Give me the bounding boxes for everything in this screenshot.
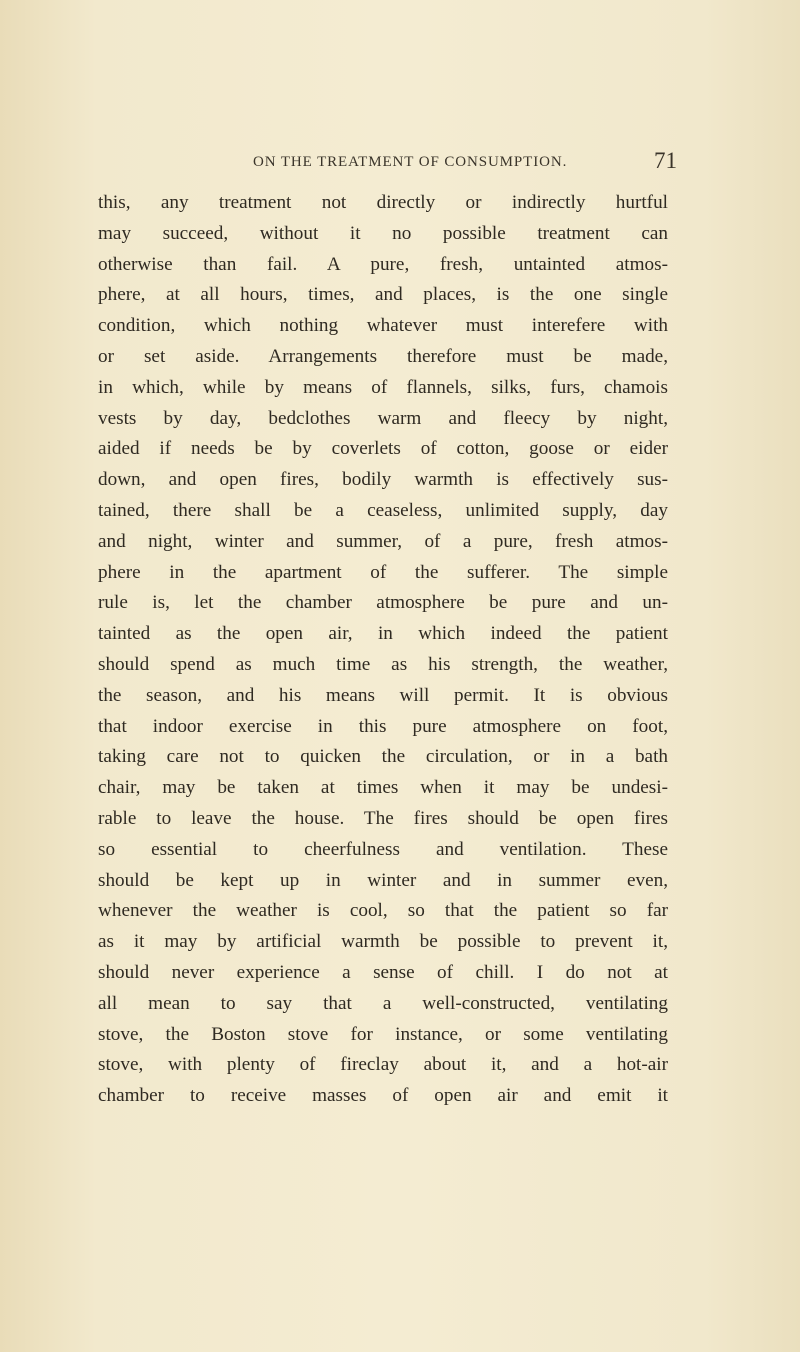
page-number: 71 — [654, 148, 677, 173]
text-line: this, any treatment not directly or indirectly hurtful — [98, 192, 668, 213]
text-line: chair, may be taken at times when it may be undesi- — [98, 777, 668, 799]
text-line: and night, winter and summer, of a pure, fresh atmos- — [98, 530, 668, 552]
text-line: down, and open fires, bodily warmth is effectively sus- — [98, 469, 668, 491]
text-line: otherwise than fail. A pure, fresh, untainted atmos- — [98, 253, 668, 275]
text-line: should never experience a sense of chill. I do not at — [98, 961, 668, 983]
text-line: tainted as the open air, in which indeed the patient — [98, 623, 668, 645]
text-line: vests by day, bedclothes warm and fleecy by night, — [98, 407, 668, 429]
text-line: or set aside. Arrangements therefore must be made, — [98, 345, 668, 367]
text-line: the season, and his means will permit. It is obvious — [98, 684, 668, 706]
body-text — [98, 188, 668, 1112]
text-line: condition, which nothing whatever must interefere with — [98, 315, 668, 337]
text-line: tained, there shall be a ceaseless, unlimited supply, day — [98, 499, 668, 521]
text-line: in which, while by means of flannels, silks, furs, chamois — [98, 376, 668, 398]
text-line: should be kept up in winter and in summer even, — [98, 869, 668, 891]
text-line: aided if needs be by coverlets of cotton, goose or eider — [98, 438, 668, 460]
text-line: phere in the apartment of the sufferer. The simple — [98, 561, 668, 583]
text-line: as it may by artificial warmth be possible to prevent it, — [98, 931, 668, 953]
text-line: chamber to receive masses of open air and emit it — [98, 1085, 668, 1107]
text-line: stove, the Boston stove for instance, or some ventilating — [98, 1023, 668, 1045]
running-title: ON THE TREATMENT OF CONSUMPTION. — [253, 154, 568, 170]
text-line: all mean to say that a well-constructed, ventilating — [98, 992, 668, 1014]
text-line: phere, at all hours, times, and places, is the one single — [98, 284, 668, 306]
text-line: rule is, let the chamber atmosphere be pure and un- — [98, 592, 668, 614]
text-line: that indoor exercise in this pure atmosphere on foot, — [98, 715, 668, 737]
text-line: so essential to cheerfulness and ventilation. These — [98, 838, 668, 860]
text-line: whenever the weather is cool, so that the patient so far — [98, 900, 668, 922]
text-line: rable to leave the house. The fires should be open fires — [98, 807, 668, 829]
text-line: stove, with plenty of fireclay about it, and a hot-air — [98, 1054, 668, 1076]
text-line: may succeed, without it no possible treatment can — [98, 222, 668, 244]
running-head — [0, 148, 800, 178]
text-line: should spend as much time as his strength, the weather, — [98, 653, 668, 675]
text-line: taking care not to quicken the circulation, or in a bath — [98, 746, 668, 768]
